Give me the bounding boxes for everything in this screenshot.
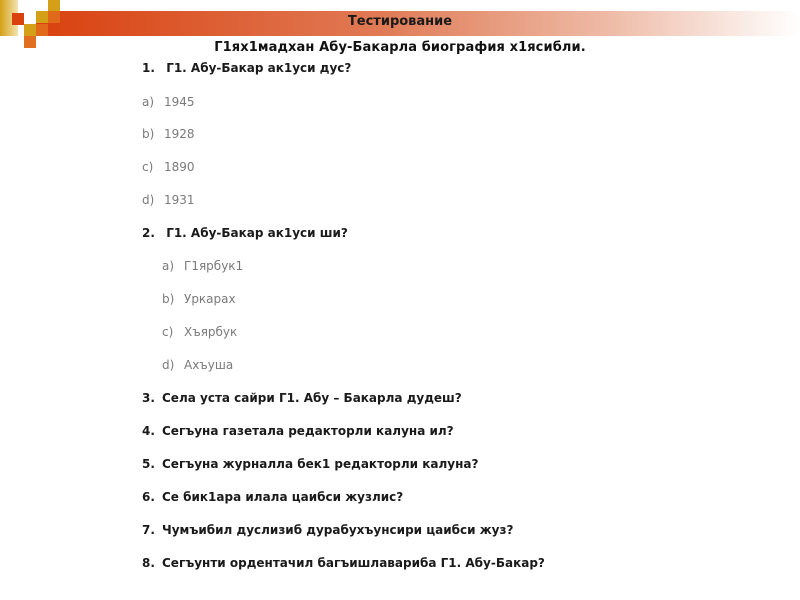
question-4 [142,424,454,438]
question-text: Г1. Абу-Бакар ак1уси дус? [166,61,352,75]
option-label: a) [142,95,155,109]
question-7 [142,523,513,537]
option-2b [162,292,236,306]
question-text: Г1. Абу-Бакар ак1уси ши? [166,226,348,240]
question-6 [142,490,403,504]
option-label: d) [142,193,155,207]
option-text: 1928 [164,127,195,141]
option-label: b) [142,127,155,141]
title-text: Тестирование [347,14,453,29]
question-number: 1. [142,61,155,75]
question-number: 5. [142,457,155,471]
question-number: 4. [142,424,155,438]
option-text: 1931 [164,193,195,207]
option-text: Уркарах [184,292,236,306]
page-title [0,14,800,29]
question-number: 7. [142,523,155,537]
question-text: Сегъуна газетала редакторли калуна ил? [162,424,454,438]
question-text: Сегъунти ордентачил багъишлавариба Г1. Абу-Бакар? [162,556,545,570]
option-text: 1945 [164,95,195,109]
option-text: Хъярбук [184,325,238,339]
option-1a [142,95,195,109]
option-label: a) [162,259,175,273]
page-subtitle: Г1ях1мадхан Абу-Бакарла биография х1ясибли. [214,40,586,55]
question-text: Чумъибил дуслизиб дурабухъунсири цаибси жуз? [162,523,514,537]
option-label: c) [162,325,174,339]
option-label: d) [162,358,175,372]
question-number: 6. [142,490,155,504]
option-text: Г1ярбук1 [184,259,244,273]
question-text: Села уста сайри Г1. Абу – Бакарла дудеш? [162,391,462,405]
question-5 [142,457,478,471]
option-2a [162,259,243,273]
option-label: c) [142,160,154,174]
question-number: 2. [142,226,155,240]
question-2 [142,226,348,240]
option-1d [142,193,195,207]
option-1c [142,160,195,174]
option-text: Ахъуша [184,358,234,372]
question-8 [142,556,545,570]
option-2c [162,325,237,339]
question-text: Сегъуна журналла бек1 редакторли калуна? [162,457,479,471]
question-number: 8. [142,556,155,570]
option-2d [162,358,233,372]
option-text: 1890 [164,160,195,174]
option-1b [142,127,195,141]
question-text: Се бик1ара илала цаибси жузлис? [162,490,404,504]
question-3 [142,391,462,405]
question-number: 3. [142,391,155,405]
option-label: b) [162,292,175,306]
question-1 [142,61,351,75]
